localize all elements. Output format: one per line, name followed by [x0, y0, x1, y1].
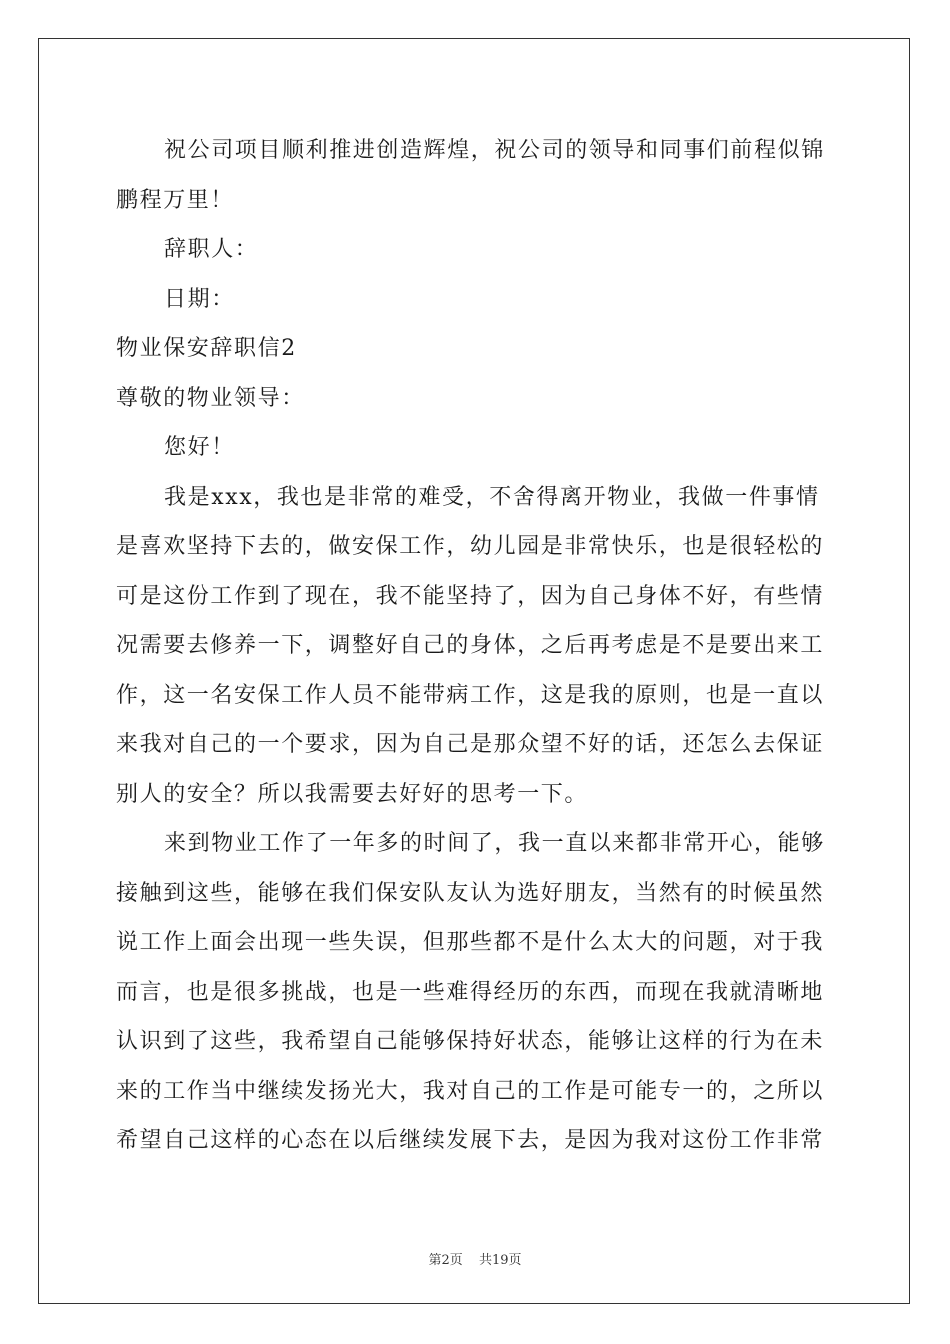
section-title: 物业保安辞职信2: [116, 336, 297, 361]
text-line: 祝公司项目顺利推进创造辉煌，祝公司的领导和同事们前程似锦: [164, 138, 825, 163]
text-line: 辞职人：: [164, 237, 259, 262]
text-line: 日期：: [164, 286, 235, 312]
text-line: 可是这份工作到了现在，我不能坚持了，因为自己身体不好，有些情: [116, 583, 825, 609]
page-footer: [0, 1249, 950, 1268]
text-line: 希望自己这样的心态在以后继续发展下去，是因为我对这份工作非常: [116, 1128, 825, 1153]
text-line: 而言，也是很多挑战，也是一些难得经历的东西，而现在我就清晰地: [116, 979, 825, 1005]
text-line: 是喜欢坚持下去的，做安保工作，幼儿园是非常快乐，也是很轻松的: [116, 534, 825, 559]
text-line: 认识到了这些，我希望自己能够保持好状态，能够让这样的行为在未: [116, 1029, 825, 1054]
text-line: 鹏程万里！: [116, 187, 235, 213]
text-line: 接触到这些，能够在我们保安队友认为选好朋友，当然有的时候虽然: [116, 880, 825, 906]
text-line: 我是xxx，我也是非常的难受，不舍得离开物业，我做一件事情: [164, 484, 820, 510]
page-number: 第2页: [428, 1253, 463, 1268]
document-body: [116, 126, 832, 1166]
text-line: 况需要去修养一下，调整好自己的身体，之后再考虑是不是要出来工: [116, 633, 825, 658]
text-line: 来我对自己的一个要求，因为自己是那众望不好的话，还怎么去保证: [116, 732, 825, 757]
salutation: 尊敬的物业领导：: [116, 385, 305, 411]
text-line: 别人的安全？所以我需要去好好的思考一下。: [116, 781, 589, 807]
page-total: 共19页: [478, 1253, 522, 1268]
text-line: 作，这一名安保工作人员不能带病工作，这是我的原则，也是一直以: [116, 682, 825, 708]
text-line: 说工作上面会出现一些失误，但那些都不是什么太大的问题，对于我: [116, 930, 825, 955]
text-line: 来到物业工作了一年多的时间了，我一直以来都非常开心，能够: [164, 831, 825, 856]
text-line: 来的工作当中继续发扬光大，我对自己的工作是可能专一的，之所以: [116, 1078, 825, 1104]
greeting: 您好！: [164, 435, 235, 460]
